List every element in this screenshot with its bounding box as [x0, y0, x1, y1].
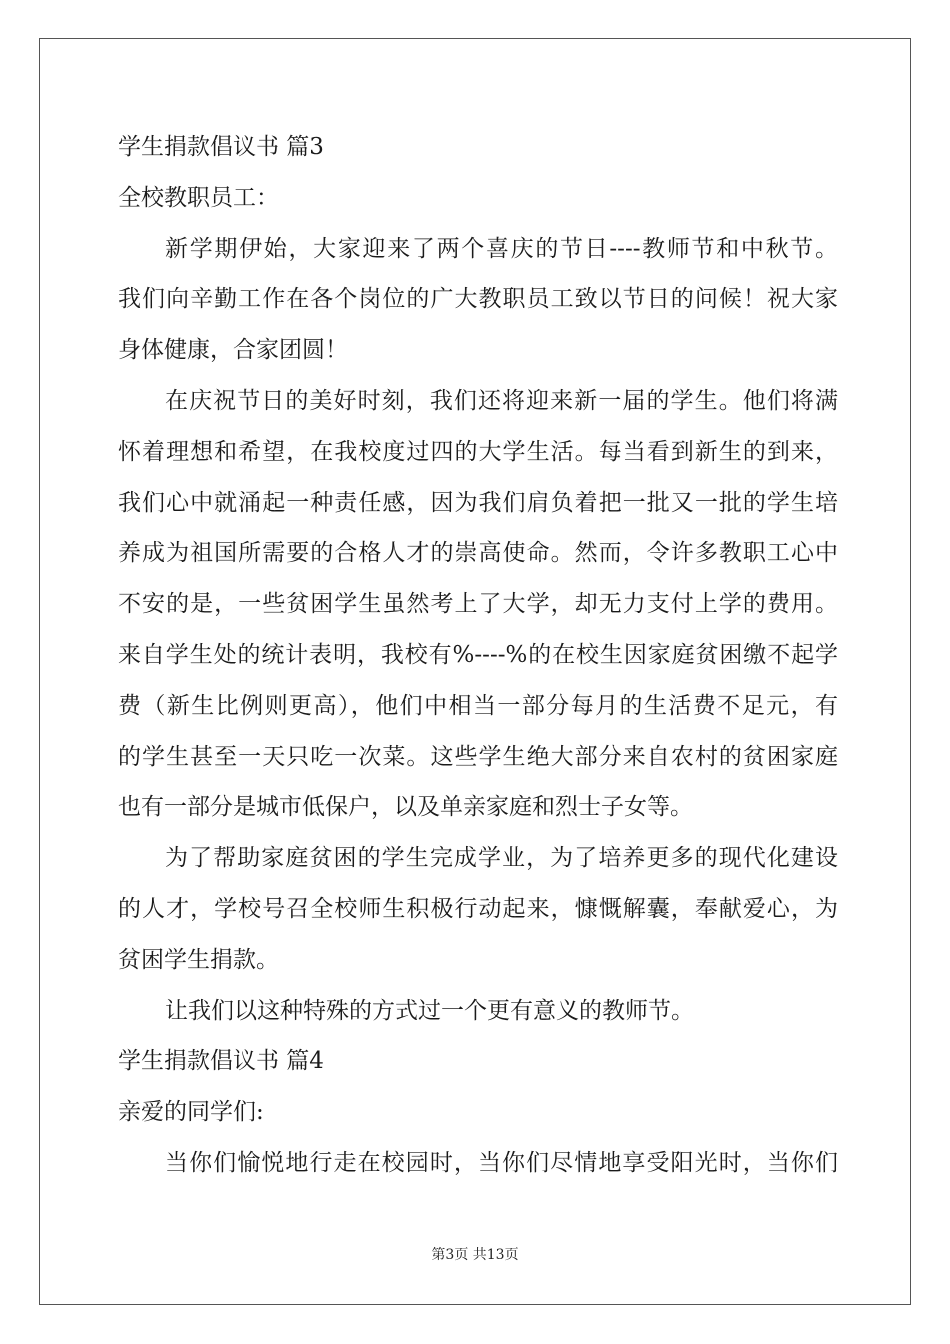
- paragraph-line: 费（新生比例则更高），他们中相当一部分每月的生活费不足元，有: [118, 692, 838, 719]
- section-heading-3: 学生捐款倡议书 篇3: [118, 134, 324, 160]
- document-body: [118, 122, 838, 1189]
- paragraph-line: 不安的是，一些贫困学生虽然考上了大学，却无力支付上学的费用。: [118, 591, 838, 618]
- paragraph-line: 为了帮助家庭贫困的学生完成学业，为了培养更多的现代化建设: [165, 845, 838, 872]
- paragraph-line: 在庆祝节日的美好时刻，我们还将迎来新一届的学生。他们将满: [165, 387, 838, 414]
- paragraph-line: 的学生甚至一天只吃一次菜。这些学生绝大部分来自农村的贫困家庭: [118, 743, 838, 770]
- paragraph-line: 贫困学生捐款。: [118, 946, 279, 973]
- paragraph-line: 也有一部分是城市低保户，以及单亲家庭和烈士子女等。: [118, 794, 693, 821]
- paragraph-line: 新学期伊始，大家迎来了两个喜庆的节日----教师节和中秋节。: [165, 235, 838, 262]
- page-number: 第3页 共13页: [431, 1247, 519, 1263]
- salutation: 亲爱的同学们:: [118, 1099, 264, 1126]
- section-heading-4: 学生捐款倡议书 篇4: [118, 1048, 324, 1075]
- paragraph-line: 养成为祖国所需要的合格人才的崇高使命。然而，令许多教职工心中: [118, 540, 838, 567]
- paragraph-line: 当你们愉悦地行走在校园时，当你们尽情地享受阳光时，当你们: [165, 1149, 838, 1176]
- paragraph-line: 来自学生处的统计表明，我校有%----%的在校生因家庭贫困缴不起学: [118, 641, 838, 668]
- paragraph-line: 我们向辛勤工作在各个岗位的广大教职员工致以节日的问候！祝大家: [118, 286, 838, 313]
- paragraph-line: 我们心中就涌起一种责任感，因为我们肩负着把一批又一批的学生培: [118, 489, 838, 516]
- paragraph-line: 的人才，学校号召全校师生积极行动起来，慷慨解囊，奉献爱心，为: [118, 895, 838, 922]
- paragraph-line: 让我们以这种特殊的方式过一个更有意义的教师节。: [165, 997, 694, 1024]
- paragraph-line: 怀着理想和希望，在我校度过四的大学生活。每当看到新生的到来，: [118, 438, 838, 465]
- salutation: 全校教职员工：: [118, 184, 279, 211]
- paragraph-line: 身体健康，合家团圆！: [118, 337, 348, 364]
